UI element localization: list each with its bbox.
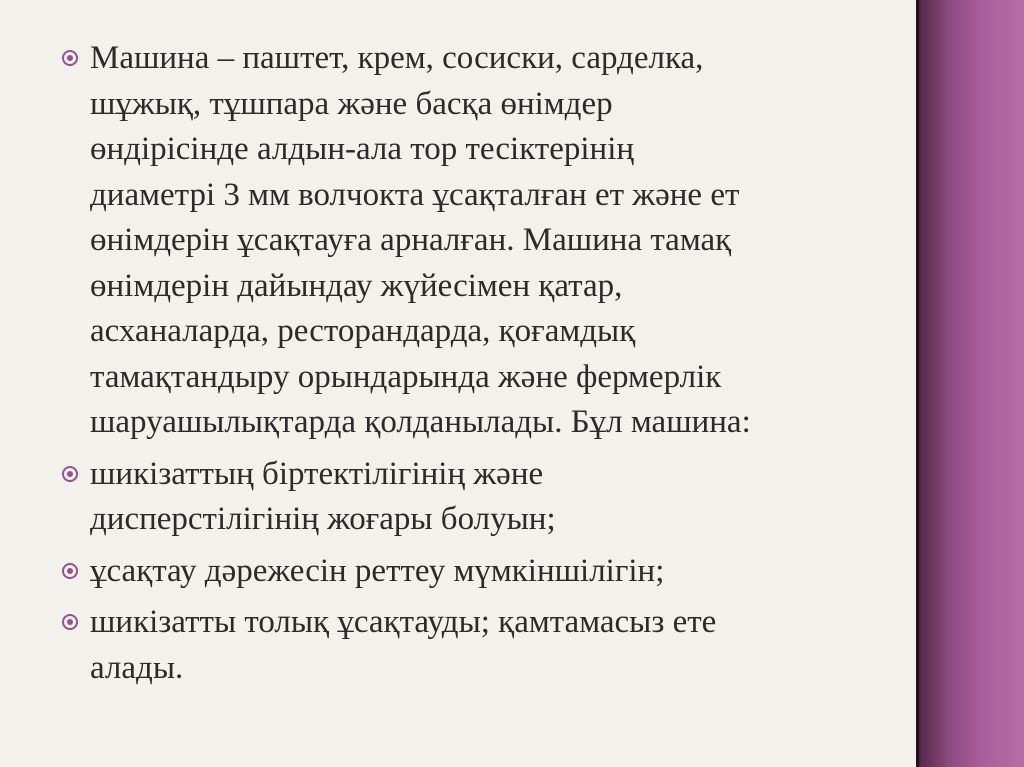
- bullet-list: [62, 36, 892, 697]
- circled-dot-icon: [62, 50, 78, 66]
- accent-bar: [916, 0, 1024, 767]
- circled-dot-icon: [62, 563, 78, 579]
- bullet-text: шикізаттың біртектілігінің және дисперстілігінің жоғары болуын;: [90, 455, 556, 537]
- bullet-item: [62, 36, 892, 446]
- circled-dot-icon: [62, 614, 78, 630]
- bullet-item: [62, 600, 892, 691]
- bullet-item: [62, 549, 892, 595]
- accent-bar-edge: [916, 0, 919, 767]
- bullet-text: Машина – паштет, крем, сосиски, сарделка, шұжық, тұшпара және басқа өнімдер өндірісінде алдын-ала тор тесіктерінің диаметрі 3 мм волчокта ұсақталған ет және ет өнімдерін ұсақтауға арналған. Машина тамақ өнімдерін дайындау жүйесімен қатар, асханаларда, ресторандарда, қоғамдық тамақтандыру орындарында және фермерлік шаруашылықтарда қолданылады. Бұл машина:: [90, 40, 751, 440]
- bullet-text: ұсақтау дәрежесін реттеу мүмкіншілігін;: [90, 552, 665, 589]
- bullet-item: [62, 452, 892, 543]
- circled-dot-icon: [62, 466, 78, 482]
- bullet-text: шикізатты толық ұсақтауды; қамтамасыз ете алады.: [90, 604, 717, 686]
